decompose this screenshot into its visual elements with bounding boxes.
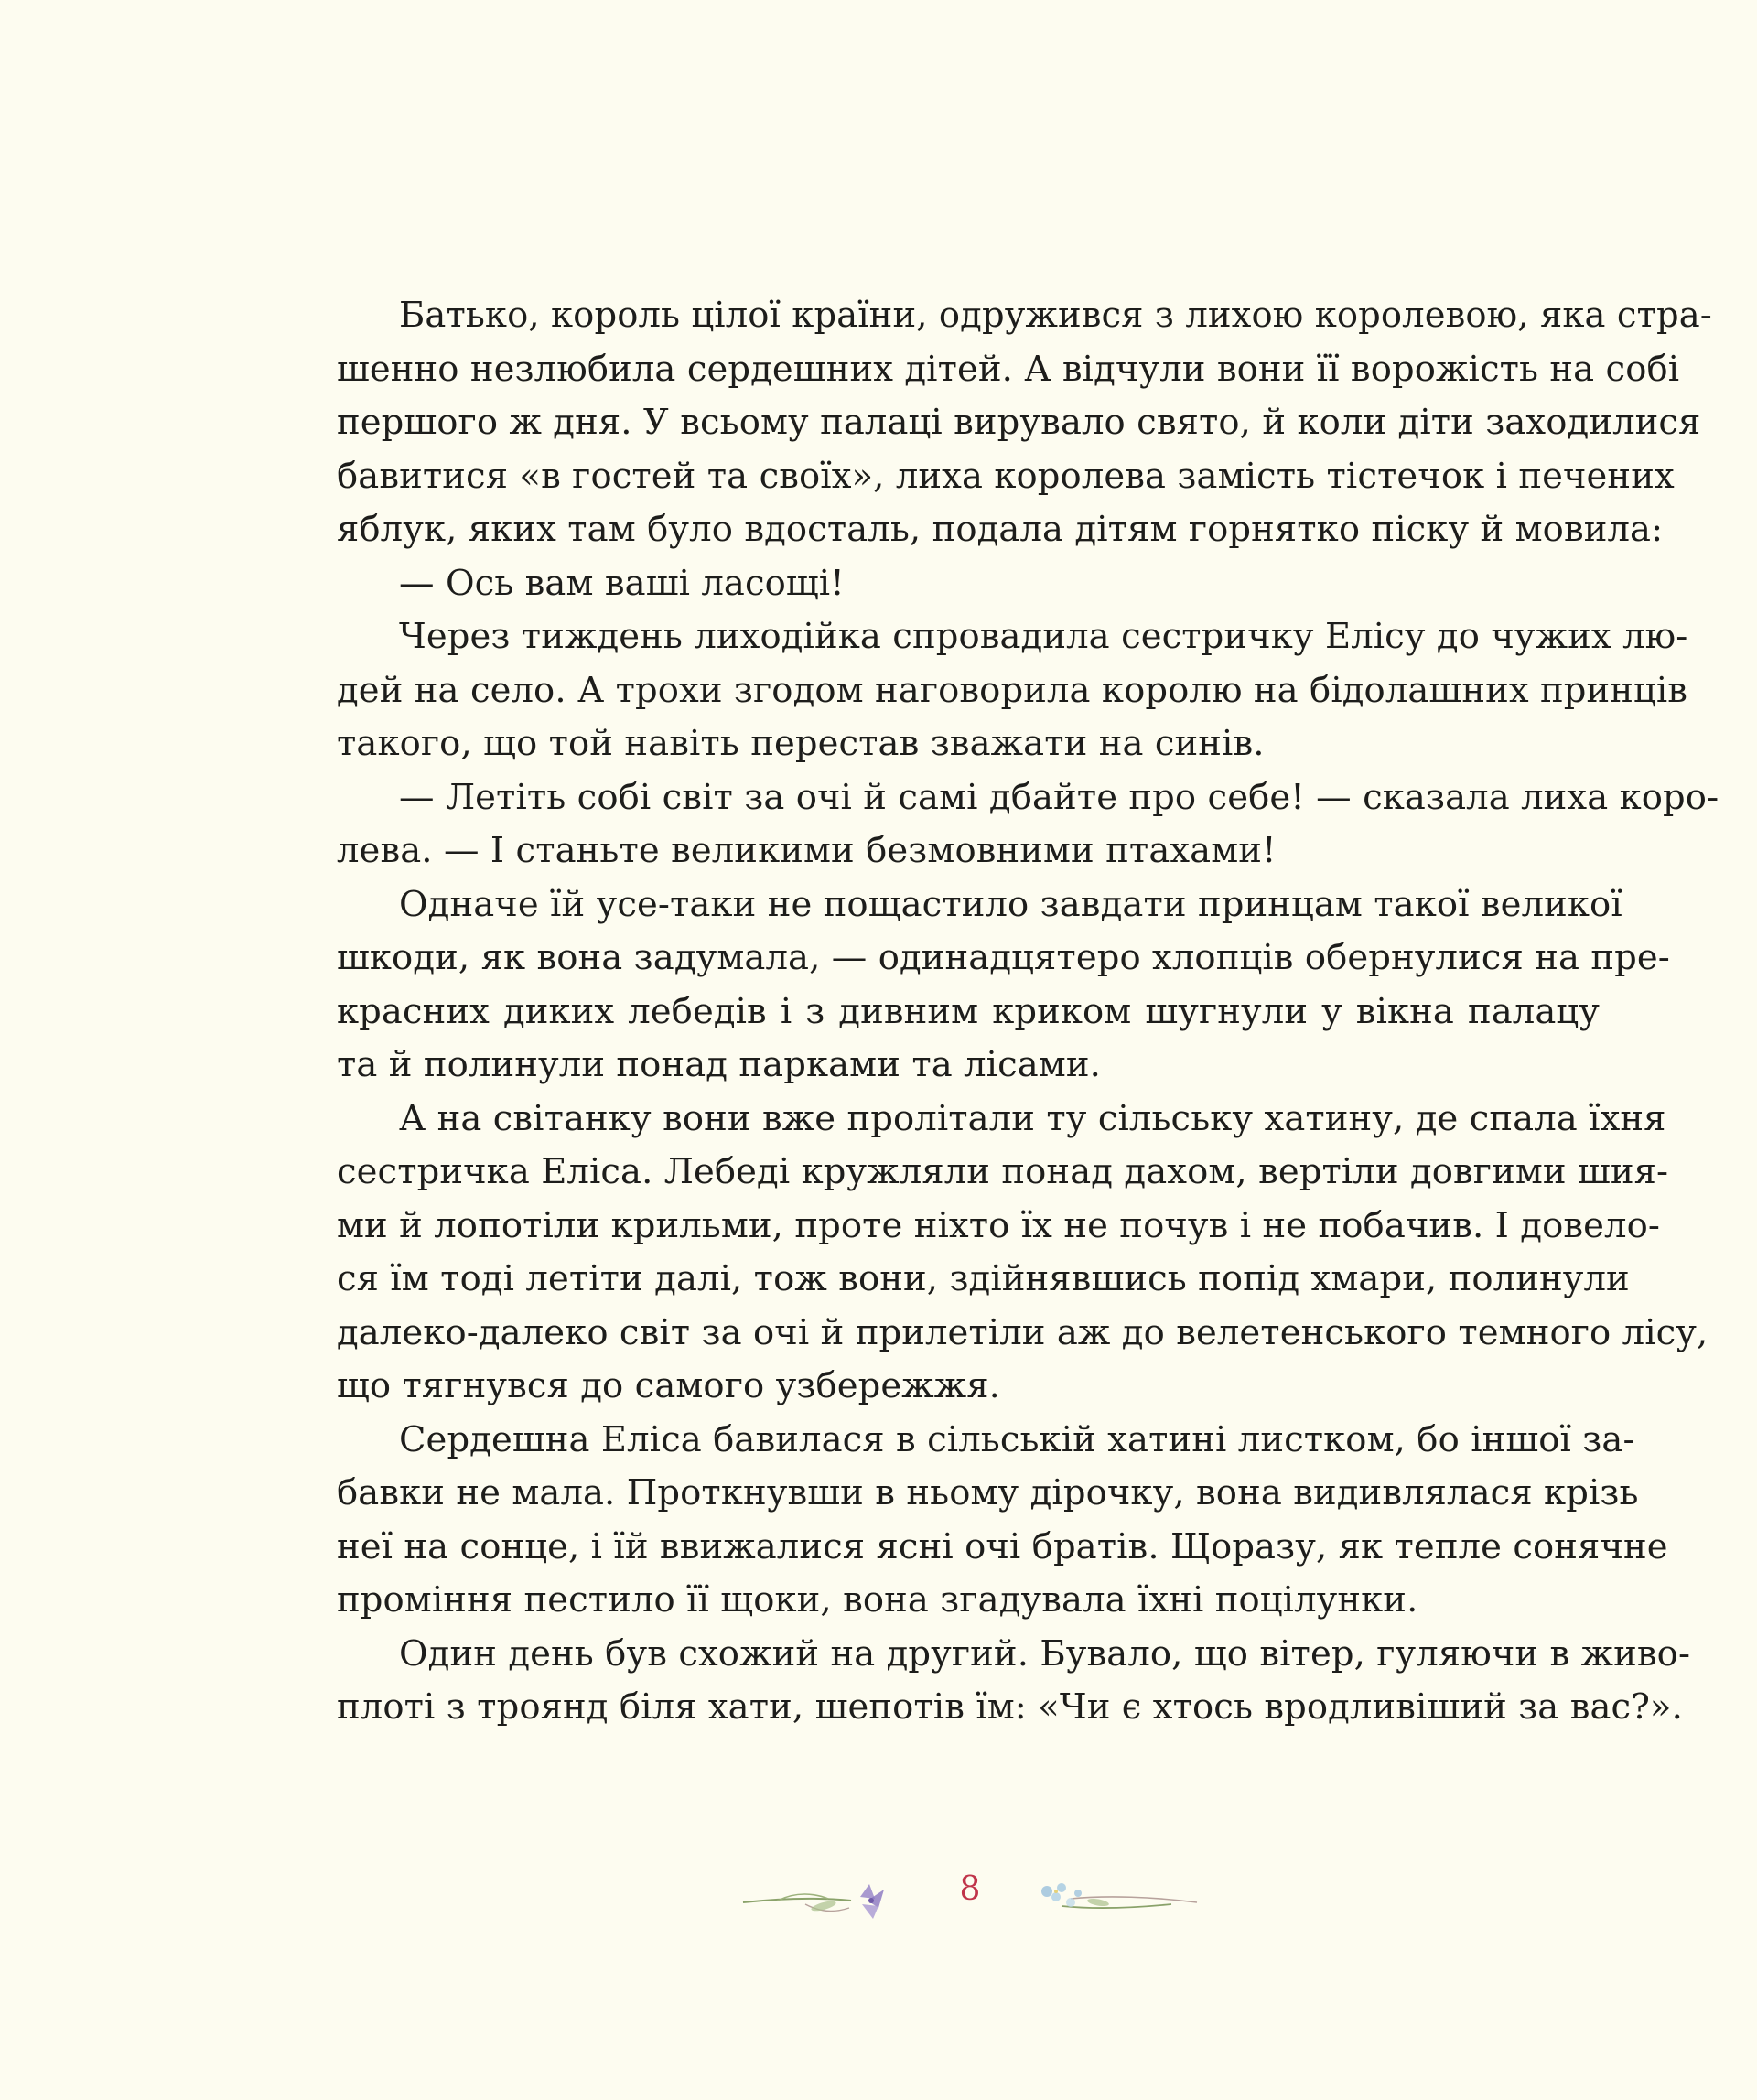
text-line: — Ось вам ваші ласощі! xyxy=(399,562,845,604)
text-line: сестричка Еліса. Лебеді кружляли понад дахом, вертіли довгими шия- xyxy=(337,1151,1669,1192)
text-line: шкоди, як вона задумала, — одинадцятеро хлопців обернулися на пре- xyxy=(337,937,1670,978)
page-number: 8 xyxy=(959,1870,981,1908)
text-line: — Летіть собі світ за очі й самі дбайте про себе! — сказала лиха коро- xyxy=(399,776,1719,818)
left-flower-ornament-icon xyxy=(741,1871,906,1926)
text-line: що тягнувся до самого узбережжя. xyxy=(337,1365,1000,1406)
text-line: бавитися «в гостей та своїх», лиха королева замість тістечок і печених xyxy=(337,455,1675,497)
text-line: далеко-далеко світ за очі й прилетіли аж до велетенського темного лісу, xyxy=(337,1311,1708,1353)
text-line: Одначе їй усе-таки не пощастило завдати принцам такої великої xyxy=(399,883,1622,925)
text-line: ся їм тоді летіти далі, тож вони, здійнявшись попід хмари, полинули xyxy=(337,1258,1630,1299)
text-line: А на світанку вони вже пролітали ту сільську хатину, де спала їхня xyxy=(399,1097,1666,1139)
text-line: проміння пестило її щоки, вона згадувала їхні поцілунки. xyxy=(337,1579,1418,1621)
right-flower-ornament-icon xyxy=(1034,1871,1199,1926)
text-line: Один день був схожий на другий. Бувало, що вітер, гуляючи в живо- xyxy=(399,1632,1691,1675)
text-line: неї на сонце, і їй ввижалися ясні очі братів. Щоразу, як тепле сонячне xyxy=(337,1525,1668,1567)
text-line: красних диких лебедів і з дивним криком шугнули у вікна палацу xyxy=(337,990,1600,1032)
text-line: та й полинули понад парками та лісами. xyxy=(337,1044,1101,1085)
text-line: першого ж дня. У всьому палаці вирувало свято, й коли діти заходилися xyxy=(337,402,1701,443)
text-line: Сердешна Еліса бавилася в сільській хатині листком, бо іншої за- xyxy=(399,1418,1635,1460)
text-line: шенно незлюбила сердешних дітей. А відчули вони її ворожість на собі xyxy=(337,348,1680,390)
text-line: яблук, яких там було вдосталь, подала дітям горнятко піску й мовила: xyxy=(337,509,1664,550)
text-line: ми й лопотіли крильми, проте ніхто їх не почув і не побачив. І довело- xyxy=(337,1204,1660,1246)
text-line: бавки не мала. Проткнувши в ньому дірочку, вона видивлялася крізь xyxy=(337,1472,1639,1513)
text-line: такого, що той навіть перестав зважати на синів. xyxy=(337,723,1265,764)
text-line: Батько, король цілої країни, одружився з лихою королевою, яка стра- xyxy=(399,295,1712,336)
text-line: плоті з троянд біля хати, шепотів їм: «Чи є хтось вродливіший за вас?». xyxy=(337,1686,1683,1728)
text-line: дей на село. А трохи згодом наговорила королю на бідолашних принців xyxy=(337,669,1688,711)
story-text xyxy=(337,289,1719,1735)
text-line: лева. — І станьте великими безмовними птахами! xyxy=(337,830,1277,871)
text-line: Через тиждень лиходійка спровадила сестричку Елісу до чужих лю- xyxy=(399,616,1688,657)
